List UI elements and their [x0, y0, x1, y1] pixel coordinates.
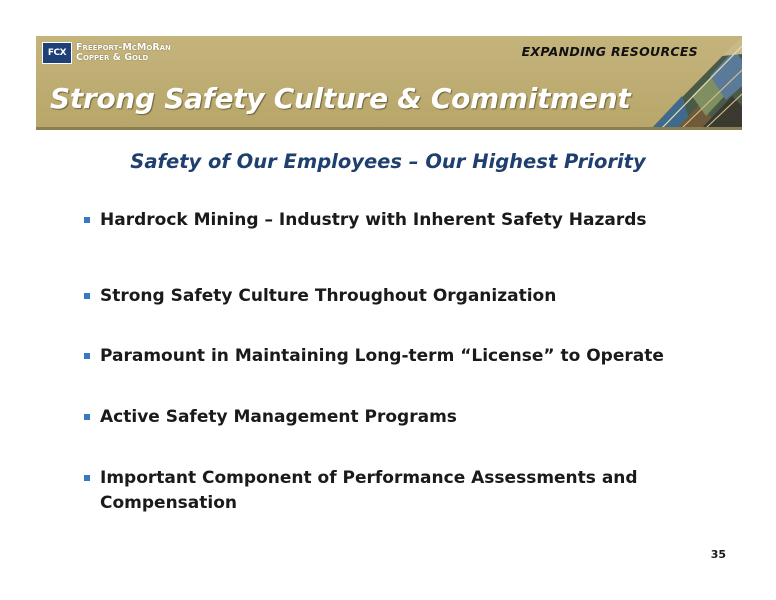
header-divider [36, 127, 742, 130]
logo-text [76, 43, 171, 63]
bullet-item [82, 344, 722, 369]
bullet-text: Paramount in Maintaining Long-term “License” to Operate [100, 346, 664, 366]
bullet-item [82, 466, 682, 516]
bullet-text: Strong Safety Culture Throughout Organization [100, 286, 557, 306]
square-bullet-icon [84, 293, 90, 299]
square-bullet-icon [84, 353, 90, 359]
bullet-item [82, 284, 722, 309]
logo-mark-icon: FCX [42, 42, 72, 64]
bullet-text: Hardrock Mining – Industry with Inherent Safety Hazards [100, 210, 647, 230]
slide-title: Strong Safety Culture & Commitment [50, 82, 631, 115]
bullet-text: Active Safety Management Programs [100, 407, 457, 427]
square-bullet-icon [84, 475, 90, 481]
bullet-text: Important Component of Performance Assessments and Compensation [100, 468, 638, 513]
company-logo [42, 42, 171, 64]
slide-subtitle: Safety of Our Employees – Our Highest Priority [130, 150, 646, 173]
tagline: EXPANDING RESOURCES [521, 44, 698, 59]
bullet-item [82, 405, 722, 430]
header-band [36, 36, 742, 128]
mining-photo-collage-icon [622, 36, 742, 128]
logo-line-2: Copper & Gold [76, 52, 149, 63]
square-bullet-icon [84, 414, 90, 420]
bullet-item [82, 208, 722, 233]
square-bullet-icon [84, 217, 90, 223]
logo-line-1: Freeport-McMoRan [76, 42, 171, 53]
page-number: 35 [710, 548, 726, 561]
